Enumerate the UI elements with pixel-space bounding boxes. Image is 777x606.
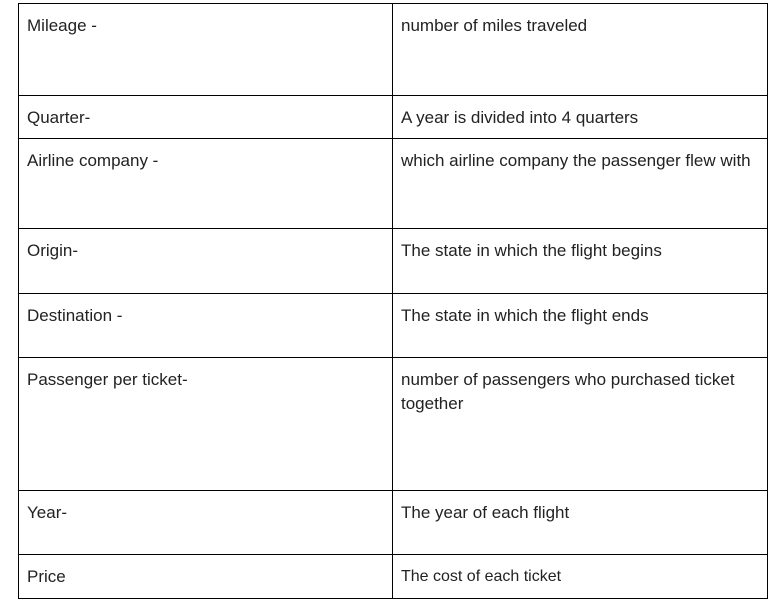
term-cell: Airline company - [19, 139, 393, 229]
term-cell: Mileage - [19, 4, 393, 96]
definition-cell: The state in which the flight begins [393, 229, 768, 294]
term-cell: Passenger per ticket- [19, 358, 393, 491]
term-cell: Year- [19, 491, 393, 555]
definition-cell: The year of each flight [393, 491, 768, 555]
table-row [19, 294, 768, 358]
definitions-table [18, 3, 768, 599]
definition-cell: The state in which the flight ends [393, 294, 768, 358]
table-row [19, 229, 768, 294]
table-row [19, 491, 768, 555]
definition-cell: which airline company the passenger flew with [393, 139, 768, 229]
term-cell: Destination - [19, 294, 393, 358]
table-row [19, 4, 768, 96]
definition-cell: A year is divided into 4 quarters [393, 96, 768, 139]
term-cell: Price [19, 555, 393, 599]
definition-cell: The cost of each ticket [393, 555, 768, 599]
definition-cell: number of miles traveled [393, 4, 768, 96]
table-row [19, 96, 768, 139]
table-row [19, 358, 768, 491]
table-row [19, 139, 768, 229]
term-cell: Quarter- [19, 96, 393, 139]
term-cell: Origin- [19, 229, 393, 294]
definition-cell: number of passengers who purchased ticket together [393, 358, 768, 491]
table-row [19, 555, 768, 599]
